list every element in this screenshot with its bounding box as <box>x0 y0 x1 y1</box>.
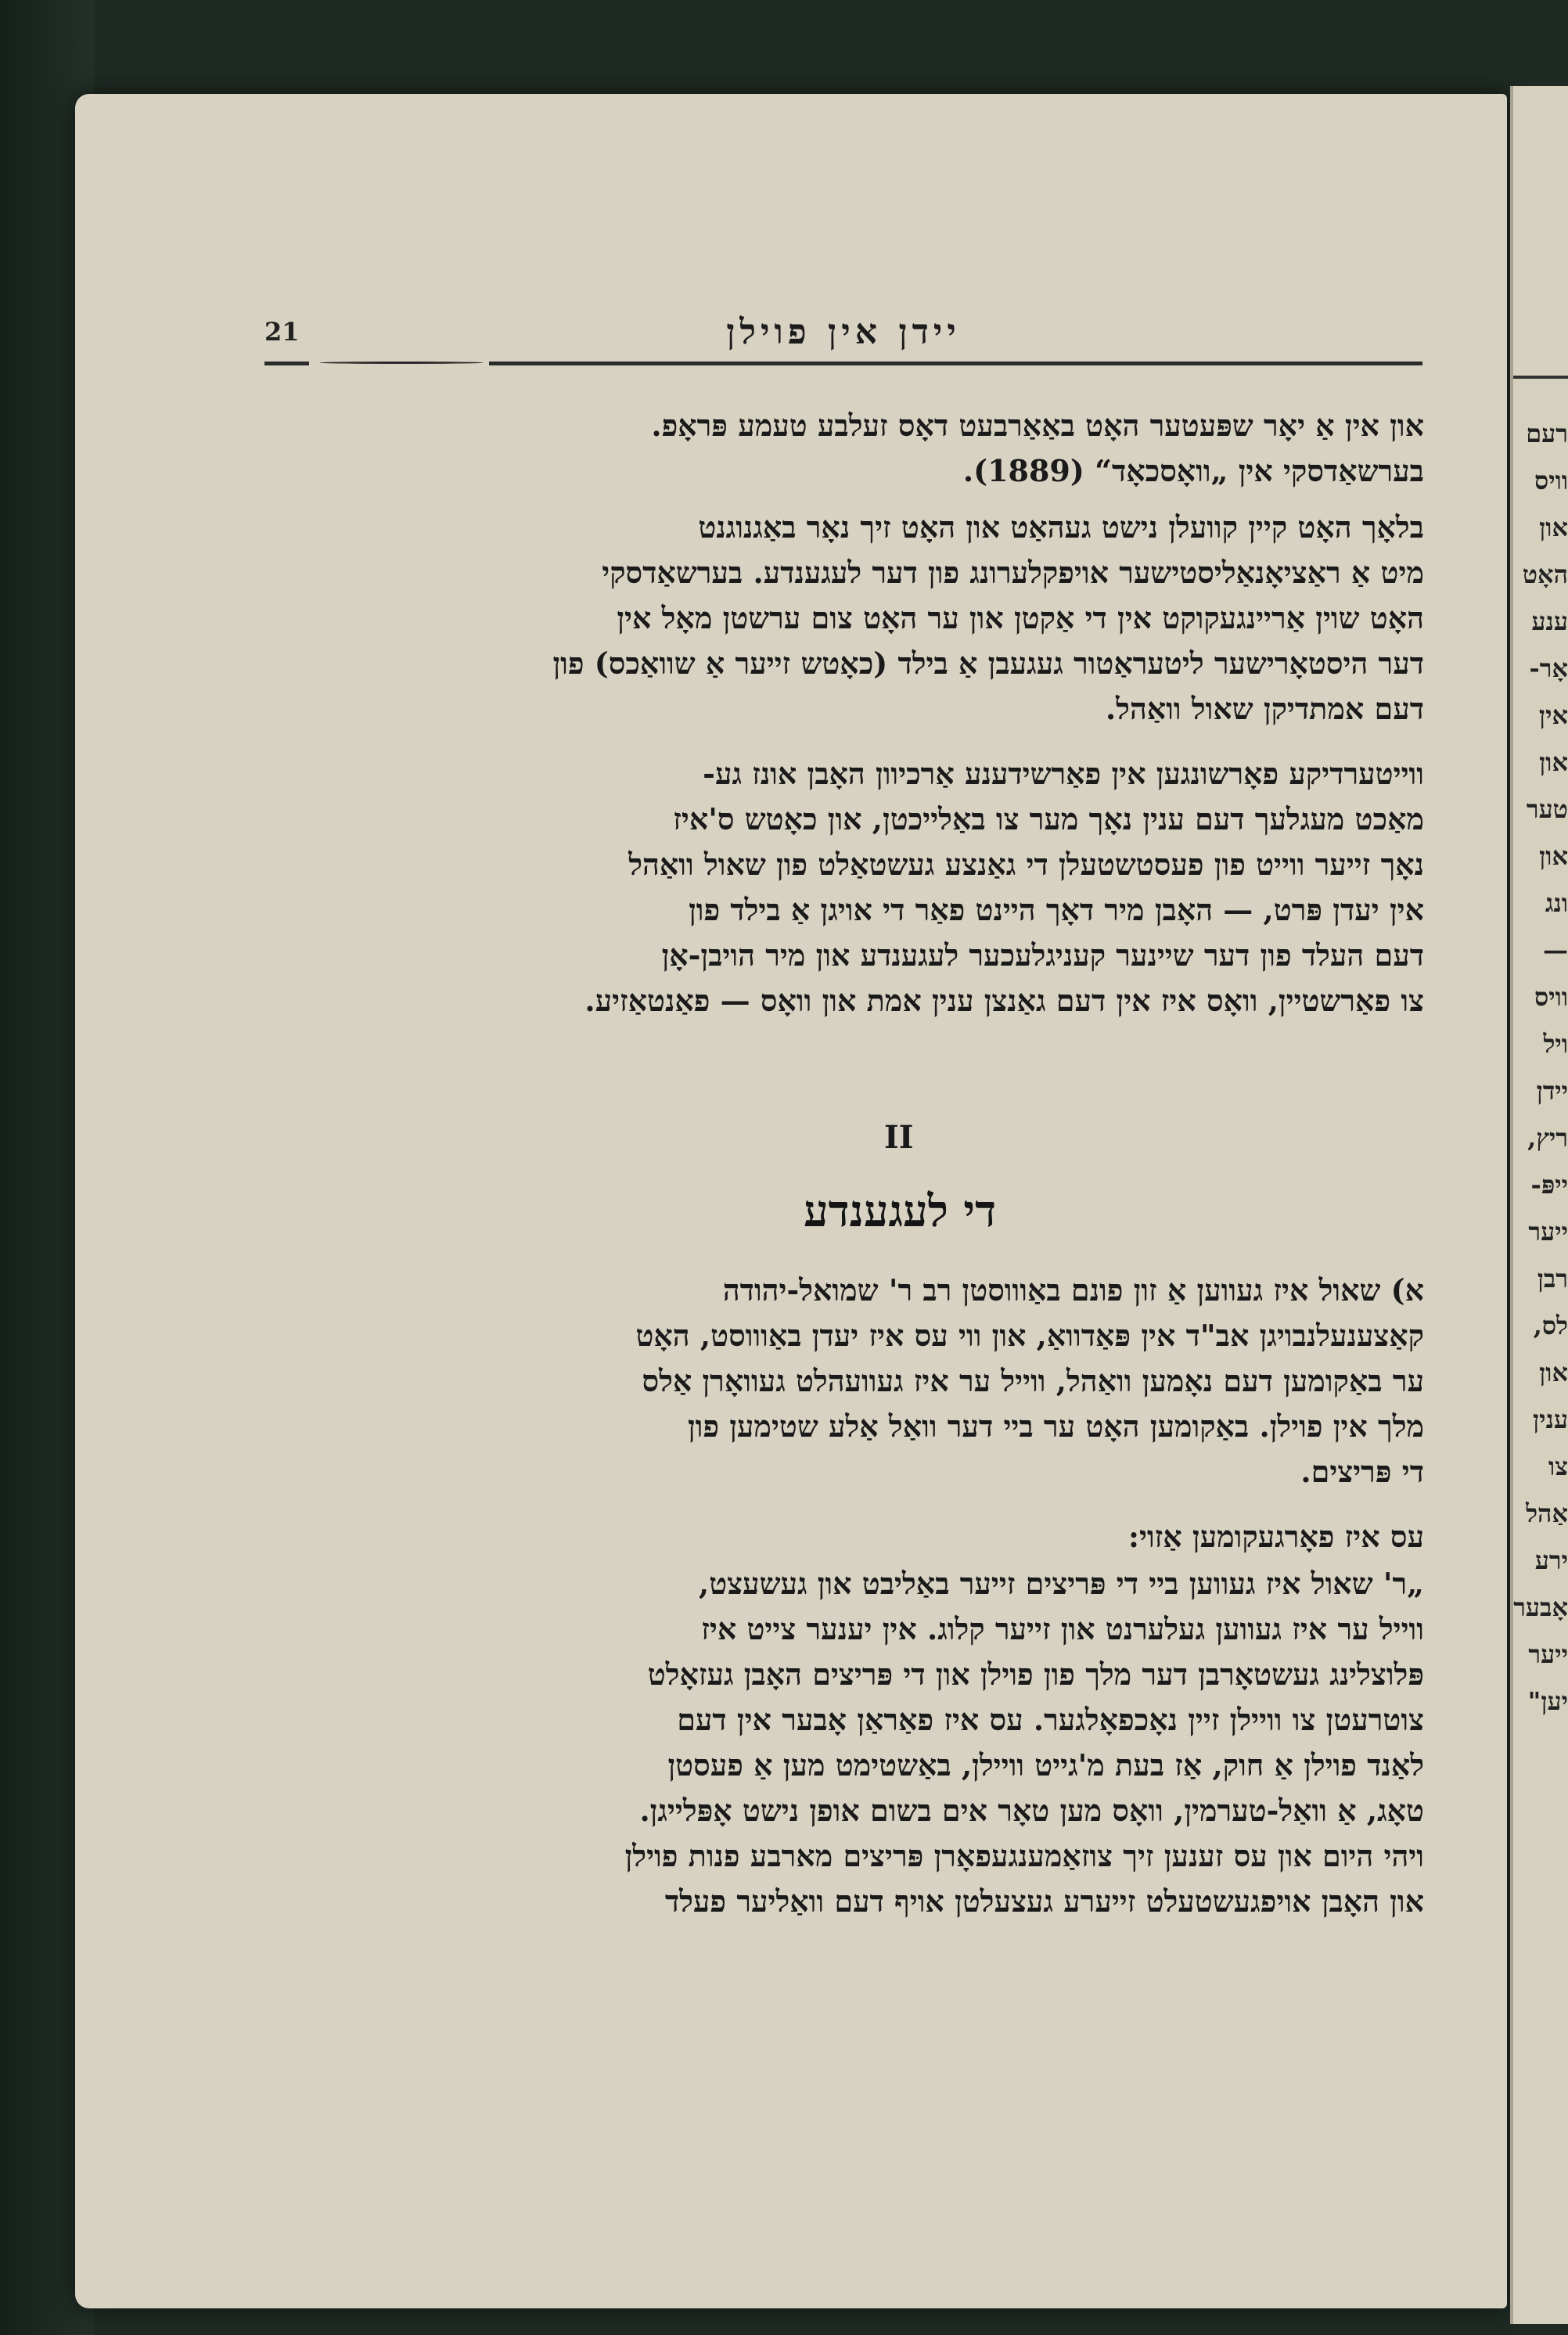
next-page-fragment: ויל <box>1543 1029 1568 1059</box>
section-number: II <box>884 1119 914 1156</box>
text-line: לאַנד פוילן אַ חוק, אַז בעת מ'גייט וויילן, באַשטימט מען אַ פעסטן <box>667 1747 1424 1783</box>
next-page-fragment: און <box>1539 841 1568 871</box>
header-swash <box>319 362 484 364</box>
next-page-fragment: יידן <box>1536 1076 1568 1106</box>
text-line: ווייל ער איז געווען געלערנט און זייער קלוג. אין יענער צייט איז <box>701 1611 1424 1646</box>
text-line: נאָך זייער ווייט פון פעסטשטעלן די גאַנצע געשטאַלט פון שאול וואַהל <box>628 847 1424 882</box>
text-line: בערשאַדסקי אין „וואָסכאָד“ (1889). <box>962 453 1424 488</box>
paragraph-1 <box>344 403 1424 494</box>
next-page-fragment: און <box>1539 1358 1568 1387</box>
text-line: פּלוצלינג געשטאָרבן דער מלך פון פוילן און די פּריצים האָבן געזאָלט <box>647 1657 1424 1692</box>
text-line: בלאָך האָט קיין קוועלן נישט געהאַט און האָט זיך נאָר באַגנוגנט <box>698 509 1424 545</box>
text-line: דעם העלד פון דער שיינער קעניגלעכער לעגענדע און מיר הויבן-אָן <box>661 937 1424 973</box>
running-title: יידן אין פוילן <box>726 312 961 352</box>
page-number: 21 <box>264 317 300 347</box>
next-page-fragment: אָבער <box>1513 1592 1568 1622</box>
text-line: און אין אַ יאָר שפּעטער האָט באַאַרבעט דאָס זעלבע טעמע פּראָפ. <box>651 408 1424 443</box>
next-page-fragment: ייפּ- <box>1530 1170 1568 1200</box>
next-page-fragment: ענין <box>1532 1405 1568 1434</box>
paragraph-2 <box>344 505 1424 732</box>
paragraph-4 <box>344 1268 1424 1495</box>
next-page-fragment: און <box>1539 513 1568 542</box>
next-page-fragment: לס, <box>1533 1311 1568 1340</box>
next-page-fragment: האָט <box>1522 559 1568 589</box>
text-line: ער באַקומען דעם נאָמען וואַהל, ווייל ער איז געוועהלט געוואָרן אַלס <box>642 1363 1424 1398</box>
text-line: די פּריצים. <box>1300 1454 1424 1489</box>
text-line: דער היסטאָרישער ליטעראַטור געגעבן אַ בילד (כאָטש זייער אַ שוואַכס) פון <box>552 646 1424 681</box>
text-line: ווייטערדיקע פאָרשונגען אין פאַרשידענע אַרכיוון האָבן אונז גע- <box>703 756 1424 791</box>
text-line: „ר' שאול איז געווען ביי די פּריצים זייער באַליבט און געשעצט, <box>698 1566 1424 1601</box>
text-line: דעם אמתדיקן שאול וואַהל. <box>1105 691 1424 726</box>
next-page-fragment: אַהל <box>1526 1499 1568 1528</box>
text-line: צו פאַרשטיין, וואָס איז אין דעם גאַנצן ענין אמת און וואָס — פאַנטאַזיע. <box>584 983 1424 1018</box>
text-line: האָט שוין אַריינגעקוקט אין די אַקטן און ער האָט צום ערשטן מאָל אין <box>617 600 1424 635</box>
next-page-fragment: וויס <box>1534 466 1568 495</box>
text-line: א) שאול איז געווען אַ זון פונם באַוווסטן רב ר' שמואל-יהודה <box>722 1272 1424 1308</box>
text-line: אין יעדן פּרט, — האָבן מיר דאָך היינט פאַר די אויגן אַ בילד פון <box>689 892 1424 927</box>
next-page-edge <box>1510 86 1568 2324</box>
next-page-fragment: ריץ, <box>1527 1123 1568 1153</box>
next-page-fragment: ייער <box>1528 1217 1568 1247</box>
next-page-fragment: ירע <box>1534 1545 1568 1575</box>
next-page-text <box>1513 410 1568 1725</box>
text-line: עס איז פאָרגעקומען אַזוי: <box>1127 1519 1424 1554</box>
next-page-fragment: ענע <box>1531 606 1568 636</box>
text-line: מלך אין פוילן. באַקומען האָט ער ביי דער וואַל אַלע שטימען פון <box>687 1409 1424 1444</box>
next-page-fragment: יען" <box>1527 1686 1568 1716</box>
next-page-fragment: רבן <box>1537 1264 1568 1293</box>
next-page-fragment: אָר- <box>1529 653 1568 683</box>
next-page-rule <box>1513 376 1568 379</box>
next-page-fragment: און <box>1539 747 1568 777</box>
next-page-fragment: צו <box>1548 1452 1568 1481</box>
header-rule-gap <box>309 358 489 369</box>
next-page-fragment: רעם <box>1526 419 1568 448</box>
text-line: ויהי היום און עס זענען זיך צוזאַמענגעפאָרן פּריצים מארבע פנות פוילן <box>624 1838 1424 1873</box>
paragraph-5 <box>344 1514 1424 1560</box>
text-line: קאַצענעלנבויגן אב"ד אין פּאַדוואַ, און ווי עס איז יעדן באַוווסט, האָט <box>635 1318 1424 1353</box>
next-page-fragment: — <box>1543 935 1568 965</box>
next-page-fragment: טער <box>1526 794 1568 824</box>
text-line: מאַכט מעגלעך דעם ענין נאָך מער צו באַלייכטן, און כאָטש ס'איז <box>673 801 1424 836</box>
text-line: מיט אַ ראַציאָנאַליסטישער אויפקלערונג פון דער לעגענדע. בערשאַדסקי <box>602 555 1424 590</box>
text-line: און האָבן אויפגעשטעלט זייערע געצעלטן אויף דעם וואַליער פעלד <box>664 1883 1424 1919</box>
next-page-fragment: ייער <box>1528 1639 1568 1669</box>
next-page-fragment: אין <box>1538 700 1568 730</box>
paragraph-3 <box>344 751 1424 1024</box>
text-line: צוטרעטן צו וויילן זיין נאָכפאָלגער. עס איז פאַראַן אָבער אין דעם <box>677 1702 1424 1737</box>
next-page-fragment: ונג <box>1545 888 1568 918</box>
next-page-fragment: וויס <box>1534 982 1568 1012</box>
chapter-title: די לעגענדע <box>803 1185 996 1237</box>
page-header <box>264 312 1422 364</box>
paragraph-6 <box>344 1561 1424 1924</box>
text-line: טאָג, אַ וואַל-טערמין, וואָס מען טאָר אים בשום אופן נישט אָפּלייגן. <box>639 1793 1424 1828</box>
